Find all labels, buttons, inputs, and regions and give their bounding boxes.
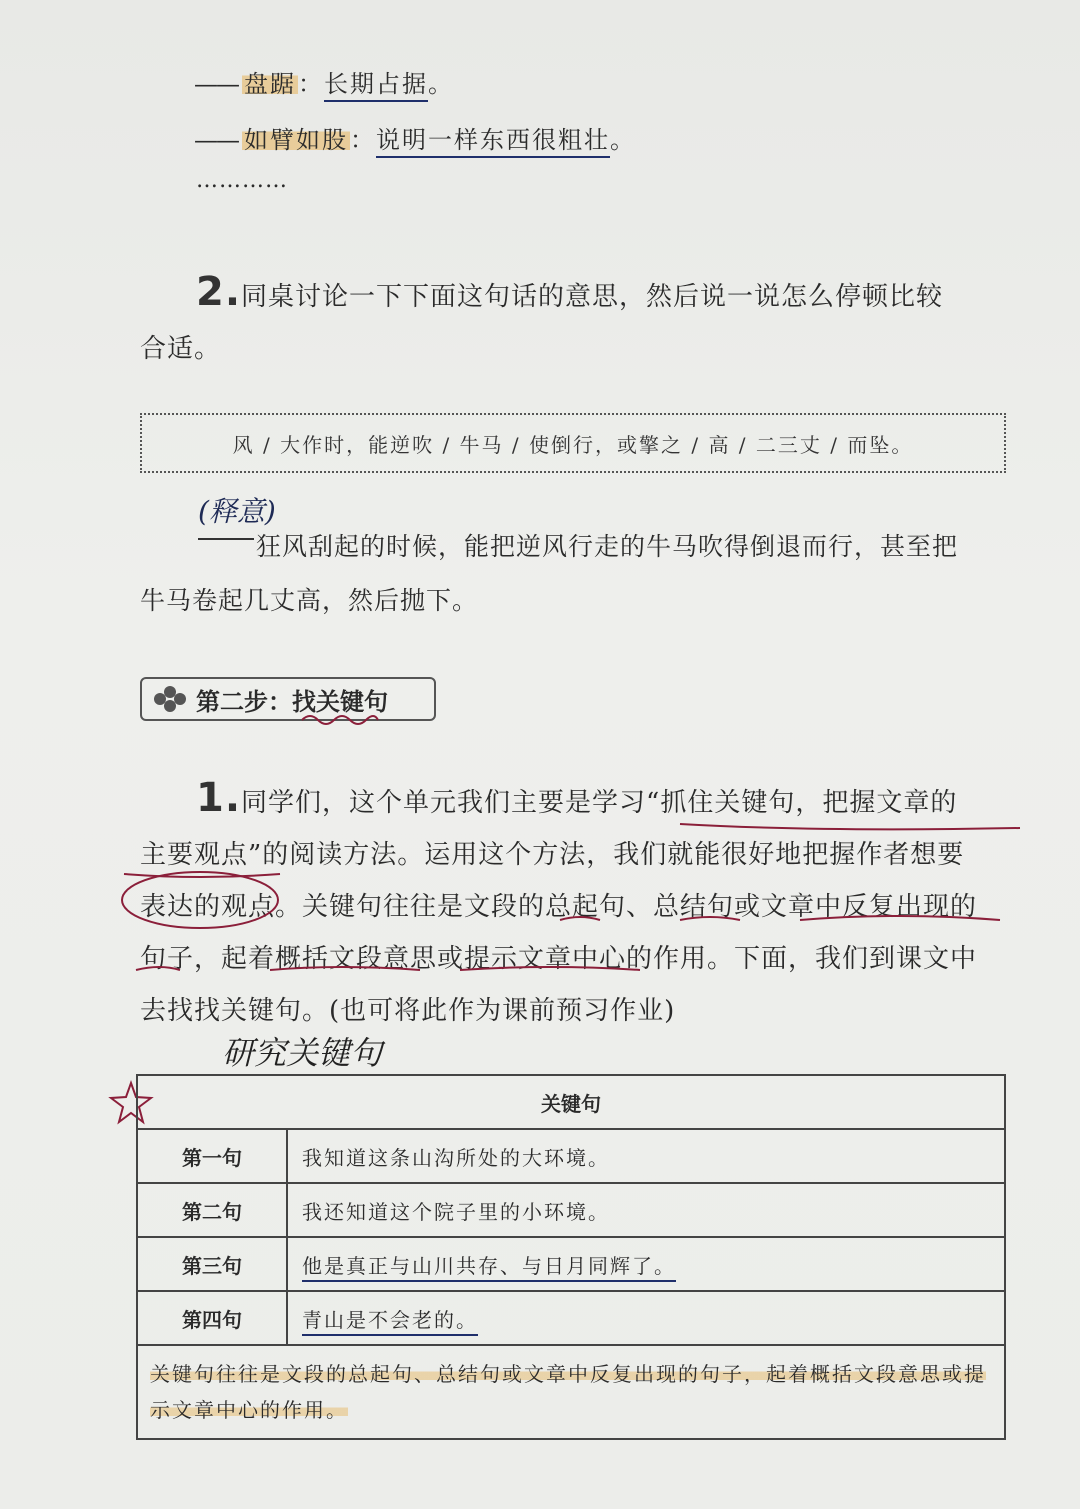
row-sentence: 我还知道这个院子里的小环境。 [287, 1183, 1005, 1237]
table-note: 关键句往往是文段的总起句、总结句或文章中反复出现的句子，起着概括文段意思或提示文章中心的作用。 [150, 1362, 986, 1422]
explanation: 狂风刮起的时候，能把逆风行走的牛马吹得倒退而行，甚至把 牛马卷起几丈高，然后抛下。 [140, 532, 959, 615]
ellipsis: ………… [196, 168, 288, 193]
definition-meaning: 说明一样东西很粗壮 [376, 126, 610, 158]
table-row [137, 1291, 1005, 1345]
pen-annotations [120, 800, 1040, 990]
table-header: 关键句 [137, 1075, 1005, 1129]
row-label: 第四句 [137, 1291, 287, 1345]
row-label: 第二句 [137, 1183, 287, 1237]
key-sentences-table [136, 1074, 1006, 1440]
definition-1: —— 盘踞：长期占据。 [194, 64, 454, 99]
row-label: 第一句 [137, 1129, 287, 1183]
question-1: 1.同学们，这个单元我们主要是学习“抓住关键句，把握文章的 主要观点”的阅读方法。运用这个方法，我们就能很好地把握作者想要 表达的观点。关键句往往是文段的总起句、总结句或文章中反复出现的 句子，起着概括文段意思或提示文章中心的作用。下面，我们到课文中 去找找关键句。(也可将此作为课前预习作业) [140, 775, 978, 1026]
clover-icon [154, 686, 186, 712]
question-2: 2.同桌讨论一下下面这句话的意思，然后说一说怎么停顿比较 合适。 [140, 269, 944, 364]
step-label: 第二步：找关键句 [196, 687, 388, 716]
table-header-row [137, 1075, 1005, 1129]
sentence-box: 风 / 大作时，能逆吹 / 牛马 / 使倒行，或擎之 / 高 / 二三丈 / 而坠。 [140, 413, 1006, 473]
table-row [137, 1237, 1005, 1291]
table-row [137, 1183, 1005, 1237]
row-sentence: 我知道这条山沟所处的大环境。 [287, 1129, 1005, 1183]
table-row [137, 1129, 1005, 1183]
question-number: 1. [196, 775, 242, 821]
handwritten-note-explanation: (释意) [198, 495, 276, 528]
step-2-header [140, 677, 436, 721]
definition-2: —— 如臂如股：说明一样东西很粗壮。 [194, 120, 636, 155]
row-label: 第三句 [137, 1237, 287, 1291]
definition-meaning: 长期占据 [324, 70, 428, 102]
handwritten-note-key-sentences: 研究关键句 [222, 1034, 383, 1072]
row-sentence: 他是真正与山川共存、与日月同辉了。 [302, 1254, 676, 1282]
question-number: 2. [196, 269, 242, 315]
definition-term: 如臂如股 [244, 126, 348, 154]
row-sentence: 青山是不会老的。 [302, 1308, 478, 1336]
wavy-underline [300, 712, 380, 728]
definition-term: 盘踞 [244, 70, 296, 98]
table-note-row [137, 1345, 1005, 1439]
